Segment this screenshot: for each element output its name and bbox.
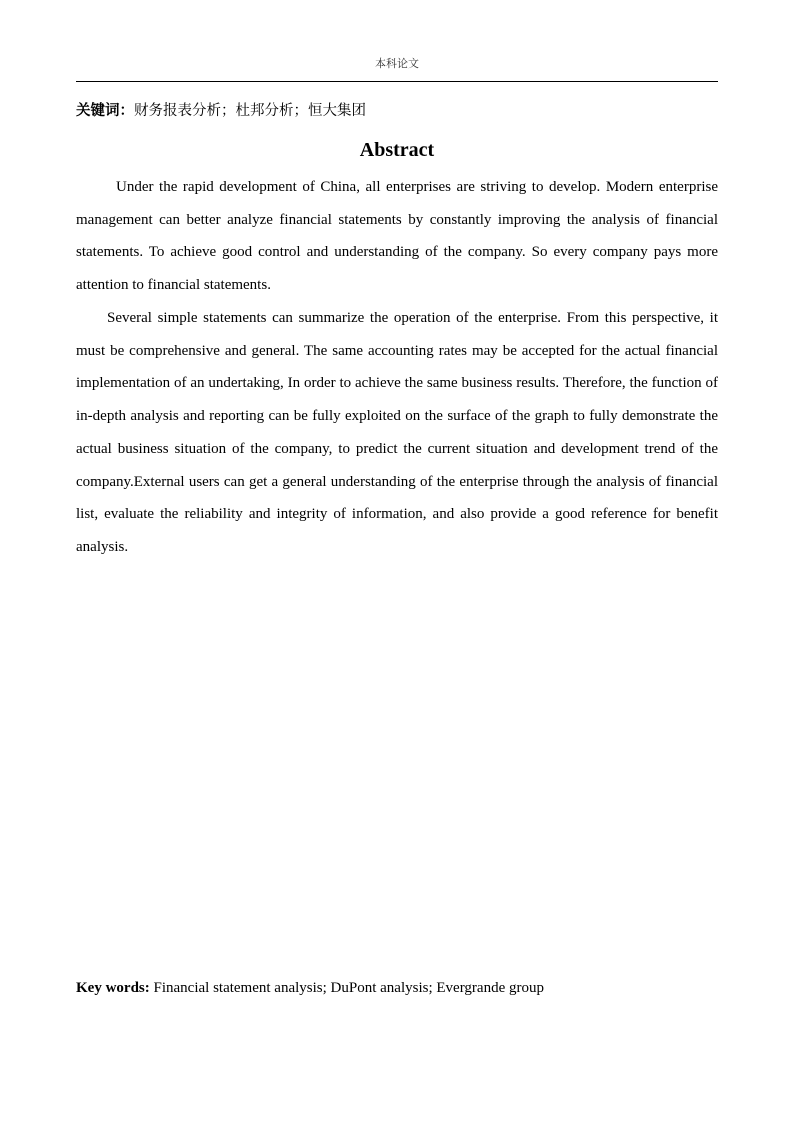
abstract-paragraph-1: Under the rapid development of China, all enterprises are striving to develop. Modern enterprise management can better analyze financial statements by constantly improving the analysis of financial statements. To achieve good control and understanding of the company. So every company pays more attention to financial statements. <box>76 179 718 294</box>
chinese-keywords <box>76 101 718 121</box>
header-divider <box>76 81 718 82</box>
abstract-heading: Abstract <box>359 139 435 161</box>
abstract-paragraph-2: Several simple statements can summarize the operation of the enterprise. From this perspective, it must be comprehensive and general. The same accounting rates may be accepted for the actual financial implementation of an undertaking, In order to achieve the same business results. Therefore, the function of in-depth analysis and reporting can be fully exploited on the surface of the graph to fully demonstrate the actual business situation of the company, to predict the current situation and development trend of the company.External users can get a general understanding of the enterprise through the analysis of financial list, evaluate the reliability and integrity of information, and also provide a good reference for benefit analysis. <box>76 310 718 555</box>
page-header: 本科论文 <box>375 58 419 70</box>
chinese-keywords-value: 财务报表分析；杜邦分析；恒大集团 <box>134 103 366 119</box>
chinese-keywords-label: 关键词： <box>76 103 134 119</box>
english-keywords-value: Financial statement analysis; DuPont analysis; Evergrande group <box>153 980 544 996</box>
english-keywords <box>76 978 718 998</box>
english-keywords-label: Key words: <box>76 980 150 996</box>
